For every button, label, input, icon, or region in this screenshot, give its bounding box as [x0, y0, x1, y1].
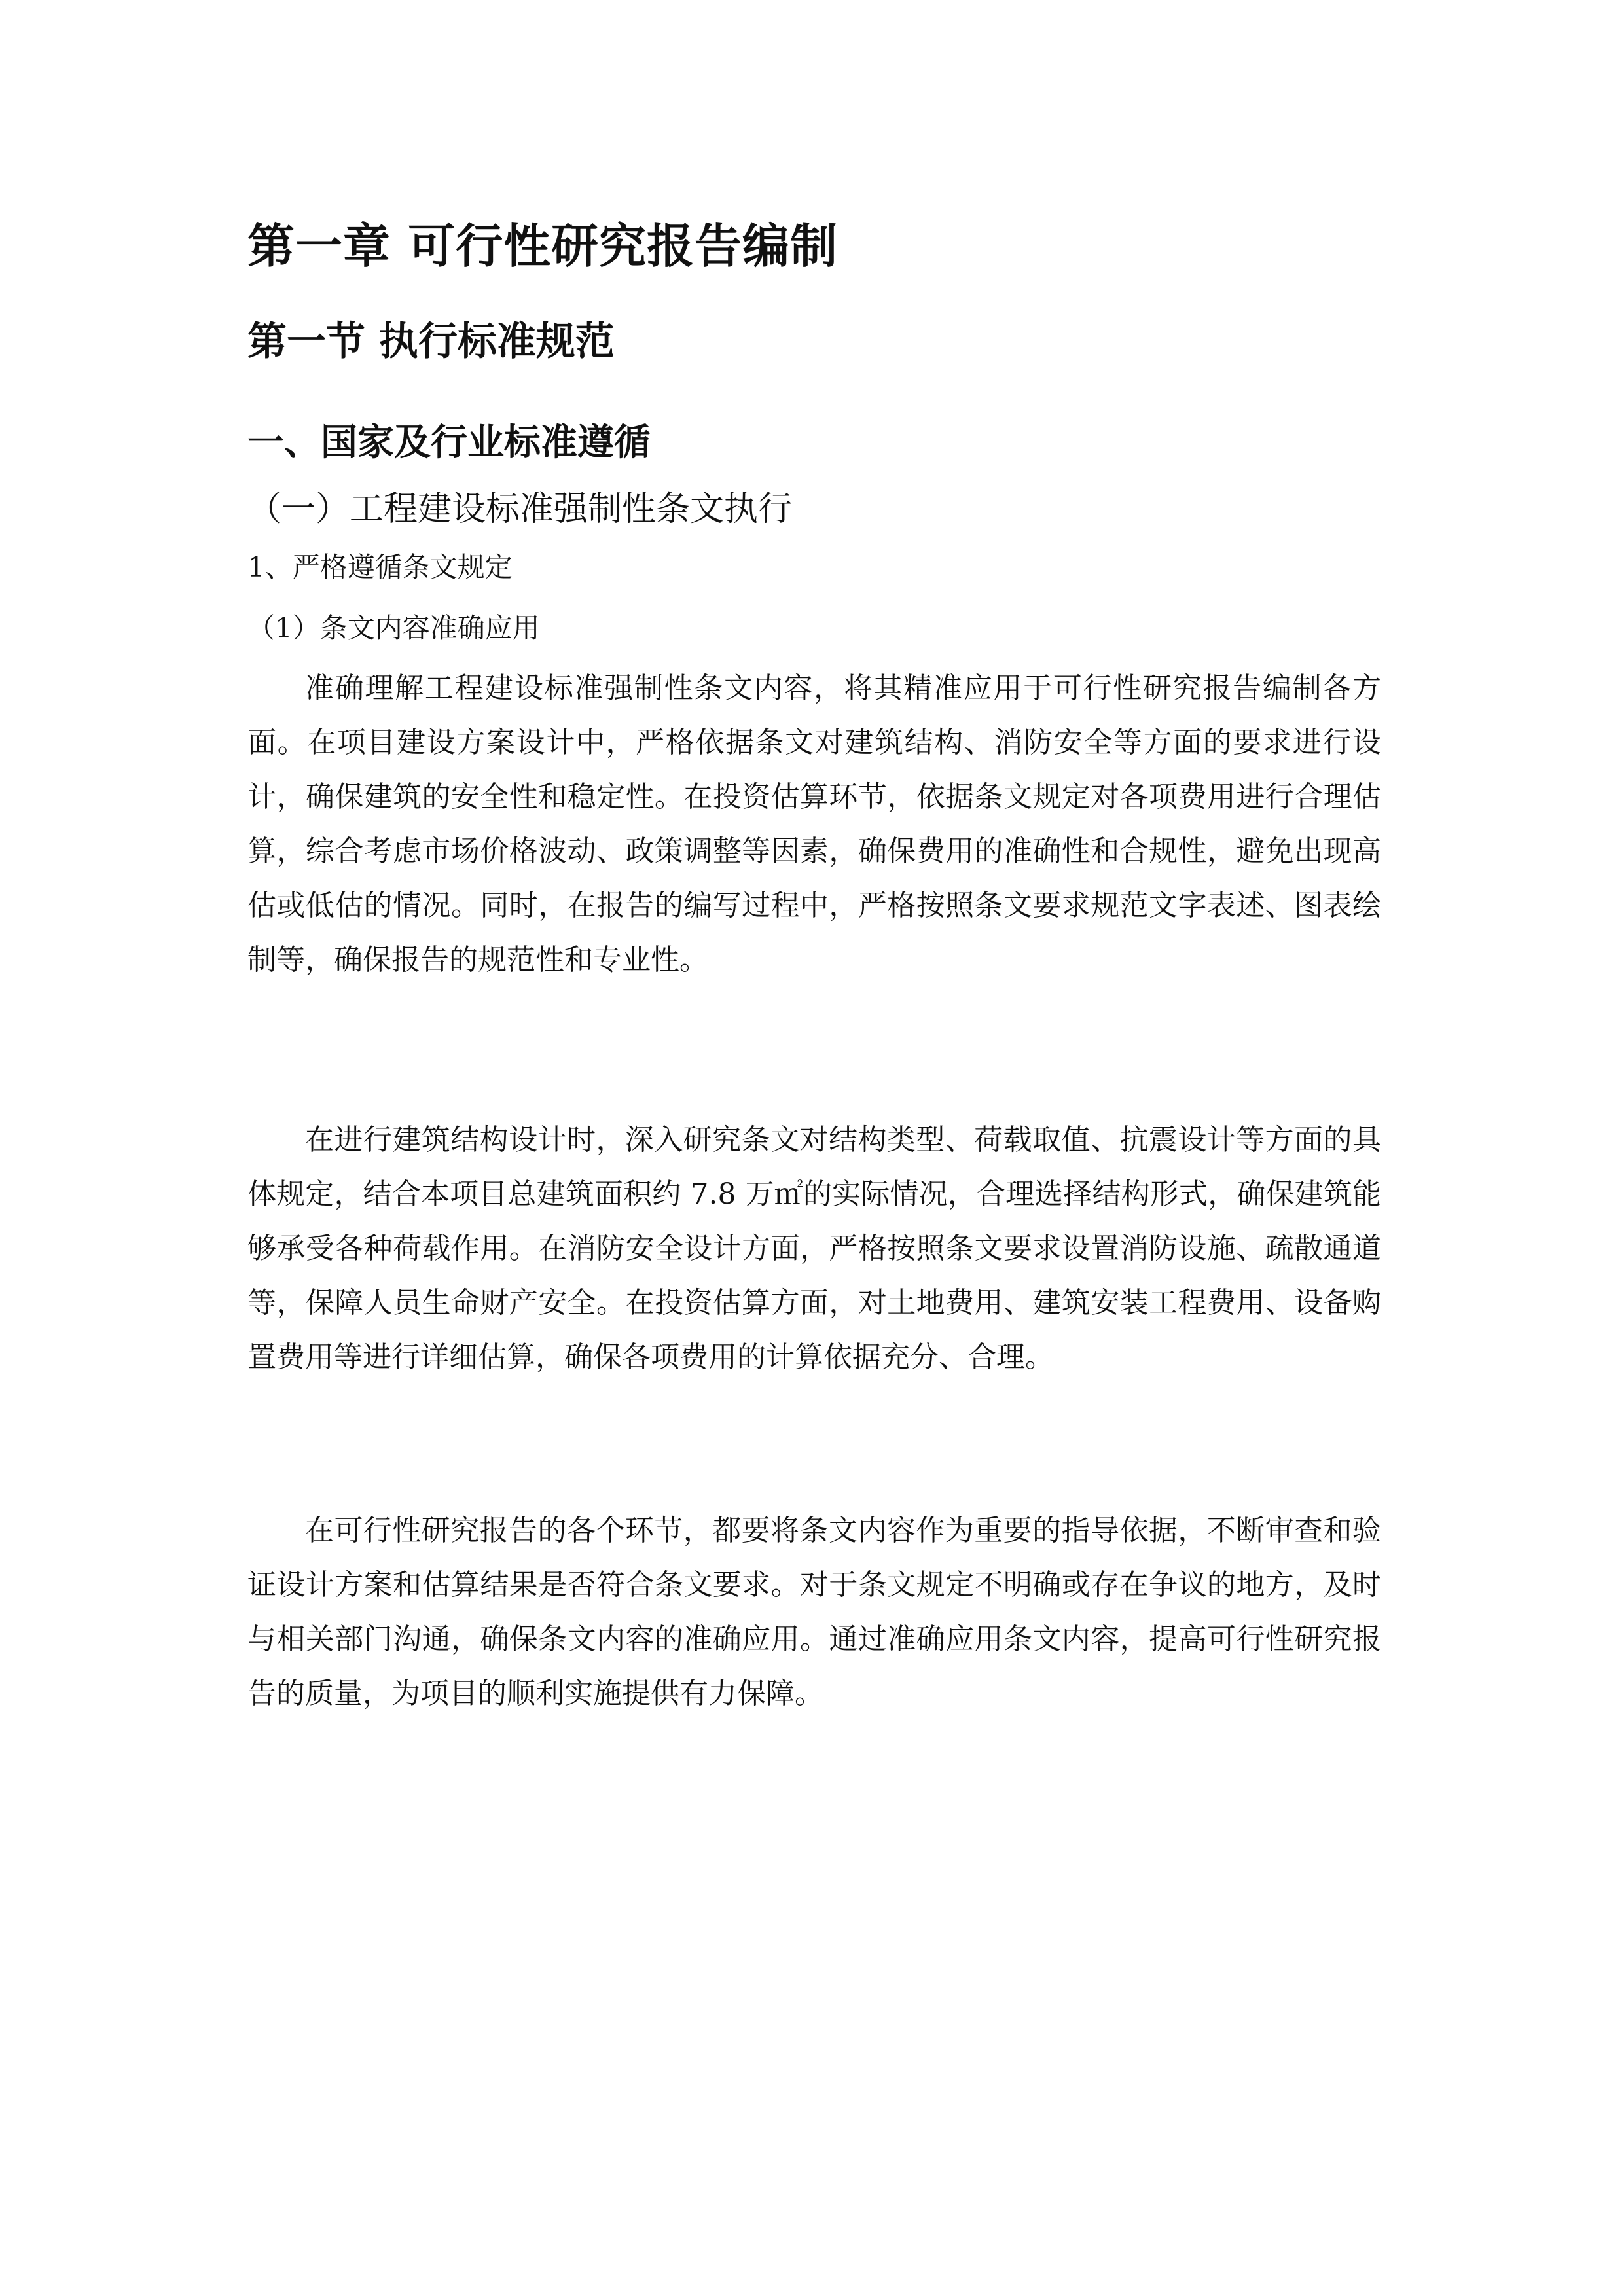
subsection-title: 一、国家及行业标准遵循 [247, 421, 651, 464]
body-paragraph: 在可行性研究报告的各个环节，都要将条文内容作为重要的指导依据，不断审查和验证设计方案和估算结果是否符合条文要求。对于条文规定不明确或存在争议的地方，及时与相关部门沟通，确保条文内容的准确应用。通过准确应用条文内容，提高可行性研究报告的质量，为项目的顺利实施提供有力保障。 [247, 1514, 1381, 1710]
subsubsection-title: （一）工程建设标准强制性条文执行 [247, 490, 793, 529]
item-title: 1、严格遵循条文规定 [247, 551, 513, 583]
body-paragraph: 在进行建筑结构设计时，深入研究条文对结构类型、荷载取值、抗震设计等方面的具体规定，结合本项目总建筑面积约 7.8 万㎡的实际情况，合理选择结构形式，确保建筑能够承受各种荷载作用。在消防安全设计方面，严格按照条文要求设置消防设施、疏散通道等，保障人员生命财产安全。在投资估算方面，对土地费用、建筑安装工程费用、设备购置费用等进行详细估算，确保各项费用的计算依据充分、合理。 [247, 1123, 1381, 1374]
body-paragraph: 准确理解工程建设标准强制性条文内容，将其精准应用于可行性研究报告编制各方面。在项目建设方案设计中，严格依据条文对建筑结构、消防安全等方面的要求进行设计，确保建筑的安全性和稳定性。在投资估算环节，依据条文规定对各项费用进行合理估算，综合考虑市场价格波动、政策调整等因素，确保费用的准确性和合规性，避免出现高估或低估的情况。同时，在报告的编写过程中，严格按照条文要求规范文字表述、图表绘制等，确保报告的规范性和专业性。 [247, 672, 1381, 977]
subitem-title: （1）条文内容准确应用 [247, 612, 540, 644]
section-title: 第一节 执行标准规范 [247, 319, 615, 365]
chapter-title: 第一章 可行性研究报告编制 [247, 218, 839, 274]
